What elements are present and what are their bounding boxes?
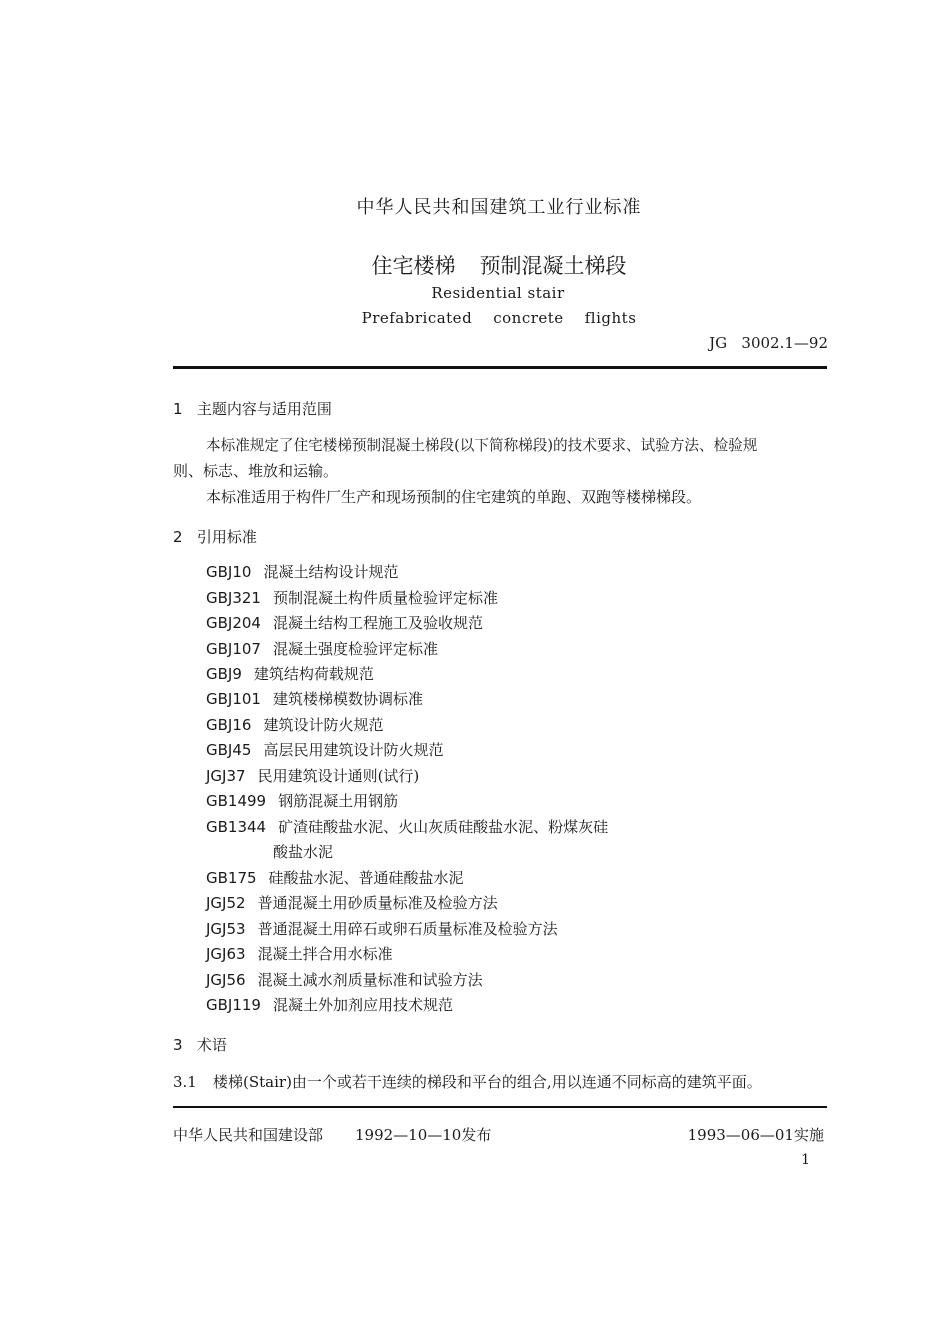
section-3-heading: 3 术语 bbox=[173, 1036, 227, 1054]
reference-code: GBJ10 bbox=[206, 563, 252, 581]
reference-title: 普通混凝土用砂质量标准及检验方法 bbox=[257, 894, 498, 912]
reference-code: GB1499 bbox=[206, 792, 267, 810]
reference-code: GBJ321 bbox=[206, 589, 261, 607]
reference-title: 混凝土外加剂应用技术规范 bbox=[272, 996, 453, 1014]
reference-code: JGJ63 bbox=[206, 945, 246, 963]
reference-item bbox=[206, 945, 393, 963]
clause-text: 楼梯(Stair)由一个或若干连续的梯段和平台的组合,用以连通不同标高的建筑平面。 bbox=[213, 1073, 762, 1091]
issuer: 中华人民共和国建设部 bbox=[173, 1126, 324, 1144]
footer-rule bbox=[173, 1106, 827, 1108]
reference-title: 混凝土结构工程施工及验收规范 bbox=[272, 614, 483, 632]
reference-code: JGJ53 bbox=[206, 920, 246, 938]
reference-item bbox=[206, 614, 483, 632]
reference-code: JGJ52 bbox=[206, 894, 246, 912]
reference-item bbox=[206, 690, 423, 708]
reference-item bbox=[206, 869, 464, 887]
reference-code: GBJ107 bbox=[206, 640, 261, 658]
title-cn-part1: 住宅楼梯 bbox=[371, 254, 456, 278]
reference-title: 预制混凝土构件质量检验评定标准 bbox=[272, 589, 498, 607]
reference-item-continuation bbox=[273, 843, 333, 861]
reference-item bbox=[206, 589, 498, 607]
title-cn-part2: 预制混凝土梯段 bbox=[479, 254, 627, 278]
clause-number: 3.1 bbox=[173, 1073, 197, 1091]
page-number: 1 bbox=[801, 1152, 810, 1168]
reference-item bbox=[206, 767, 419, 785]
reference-item bbox=[206, 792, 398, 810]
reference-item bbox=[206, 996, 453, 1014]
org-title: 中华人民共和国建筑工业行业标准 bbox=[356, 197, 642, 218]
reference-title: 酸盐水泥 bbox=[273, 843, 334, 861]
reference-code: GBJ16 bbox=[206, 716, 252, 734]
section-1-para1-line2: 则、标志、堆放和运输。 bbox=[173, 462, 339, 480]
reference-title: 混凝土强度检验评定标准 bbox=[272, 640, 438, 658]
reference-code: GBJ101 bbox=[206, 690, 261, 708]
reference-item bbox=[206, 716, 383, 734]
effective-info bbox=[688, 1124, 824, 1145]
clause-3-1 bbox=[173, 1073, 762, 1091]
reference-code: GBJ45 bbox=[206, 741, 252, 759]
section-1-para1-line1: 本标准规定了住宅楼梯预制混凝土梯段(以下简称梯段)的技术要求、试验方法、检验规 bbox=[206, 437, 758, 454]
effective-date: 1993—06—01 bbox=[687, 1126, 794, 1144]
reference-code: GB175 bbox=[206, 869, 257, 887]
reference-title: 混凝土结构设计规范 bbox=[263, 563, 399, 581]
reference-title: 混凝土拌合用水标准 bbox=[257, 945, 393, 963]
title-en-line1: Residential stair bbox=[431, 284, 565, 302]
section-2-heading: 2 引用标准 bbox=[173, 528, 257, 546]
reference-item bbox=[206, 920, 558, 938]
reference-title: 普通混凝土用碎石或卵石质量标准及检验方法 bbox=[257, 920, 558, 938]
reference-code: GBJ119 bbox=[206, 996, 261, 1014]
reference-title: 硅酸盐水泥、普通硅酸盐水泥 bbox=[268, 869, 464, 887]
reference-item bbox=[206, 665, 374, 683]
reference-title: 建筑设计防火规范 bbox=[263, 716, 384, 734]
title-en-line2 bbox=[0, 309, 950, 327]
reference-code: JGJ37 bbox=[206, 767, 246, 785]
reference-code: GBJ204 bbox=[206, 614, 261, 632]
reference-title: 混凝土减水剂质量标准和试验方法 bbox=[257, 971, 483, 989]
reference-item bbox=[206, 563, 398, 581]
reference-title: 高层民用建筑设计防火规范 bbox=[263, 741, 444, 759]
section-1-para2: 本标准适用于构件厂生产和现场预制的住宅建筑的单跑、双跑等楼梯梯段。 bbox=[206, 488, 702, 506]
effective-label: 实施 bbox=[793, 1126, 824, 1144]
reference-title: 钢筋混凝土用钢筋 bbox=[278, 792, 399, 810]
reference-item bbox=[206, 818, 608, 836]
issue-label: 发布 bbox=[461, 1126, 492, 1144]
reference-code: GB1344 bbox=[206, 818, 267, 836]
issue-info bbox=[355, 1124, 491, 1145]
reference-title: 建筑楼梯模数协调标准 bbox=[272, 690, 423, 708]
reference-title: 矿渣硅酸盐水泥、火山灰质硅酸盐水泥、粉煤灰硅 bbox=[278, 818, 609, 836]
reference-item bbox=[206, 640, 438, 658]
reference-code: JGJ56 bbox=[206, 971, 246, 989]
reference-code: GBJ9 bbox=[206, 665, 242, 683]
standard-number: JG 3002.1—92 bbox=[709, 334, 828, 352]
reference-item bbox=[206, 971, 483, 989]
section-1-heading: 1 主题内容与适用范围 bbox=[173, 400, 332, 418]
title-cn bbox=[0, 250, 950, 280]
header-rule bbox=[173, 366, 827, 369]
reference-title: 民用建筑设计通则(试行) bbox=[257, 767, 420, 785]
title-en-line2-text: Prefabricated concrete flights bbox=[361, 309, 637, 327]
reference-item bbox=[206, 894, 498, 912]
issue-date: 1992—10—10 bbox=[355, 1126, 462, 1144]
reference-title: 建筑结构荷载规范 bbox=[253, 665, 374, 683]
reference-item bbox=[206, 741, 443, 759]
